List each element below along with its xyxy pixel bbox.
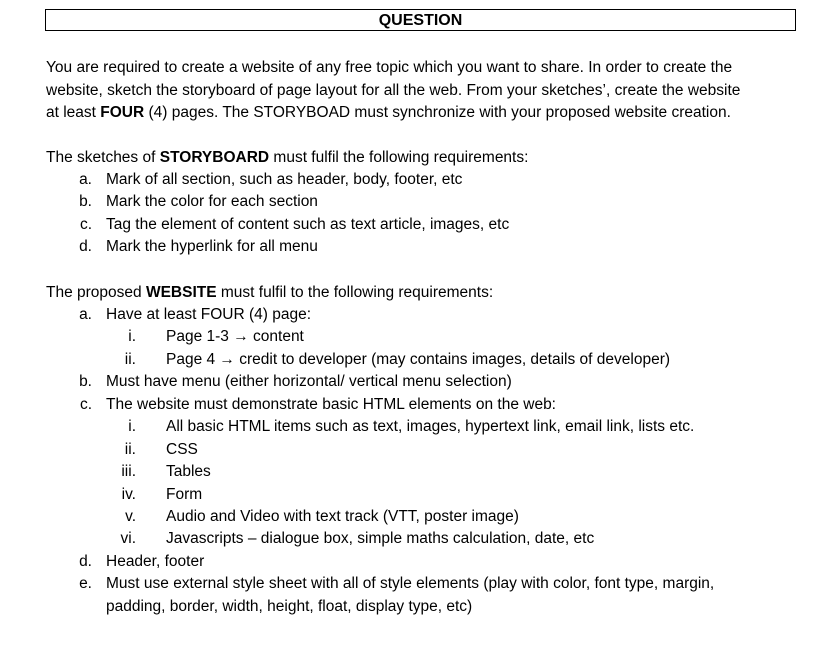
website-c-sub-marker-iii: iii.: [121, 463, 136, 480]
storyboard-item-c: Tag the element of content such as text article, images, etc: [106, 216, 510, 233]
website-c-sub-item-v: Audio and Video with text track (VTT, poster image): [166, 508, 519, 525]
website-lead-pre: The proposed: [46, 284, 146, 301]
intro-line-3-bold: FOUR: [100, 104, 145, 121]
website-a-sub-marker-ii: ii.: [124, 351, 136, 368]
storyboard-marker-c: c.: [79, 216, 92, 233]
website-lead-post: must fulfil to the following requirements:: [216, 284, 494, 301]
question-heading: QUESTION: [45, 9, 796, 31]
website-a-sub-item-i: Page 1-3 → content: [166, 328, 304, 345]
intro-line-3-post: (4) pages. The STORYBOAD must synchronize with your proposed website creation.: [144, 104, 731, 121]
storyboard-marker-a: a.: [79, 171, 92, 188]
website-c-sub-item-i: All basic HTML items such as text, images, hypertext link, email link, lists etc.: [166, 418, 695, 435]
website-c-sub-marker-ii: ii.: [124, 441, 136, 458]
website-c-sub-item-iii: Tables: [166, 463, 211, 480]
storyboard-lead: [46, 147, 528, 170]
website-marker-c: c.: [79, 396, 92, 413]
website-c-sub-item-ii: CSS: [166, 441, 198, 458]
website-marker-e: e.: [79, 575, 92, 592]
storyboard-lead-post: must fulfil the following requirements:: [269, 149, 529, 166]
storyboard-item-b: Mark the color for each section: [106, 193, 318, 210]
website-c-sub-item-vi: Javascripts – dialogue box, simple maths calculation, date, etc: [166, 530, 595, 547]
website-marker-b: b.: [79, 373, 92, 390]
website-c-sub-marker-vi: vi.: [120, 530, 136, 547]
website-item-a: Have at least FOUR (4) page:: [106, 306, 312, 323]
website-lead: [46, 282, 493, 305]
storyboard-item-a: Mark of all section, such as header, body, footer, etc: [106, 171, 463, 188]
website-marker-d: d.: [79, 553, 92, 570]
website-a-sub-item-ii: Page 4 → credit to developer (may contains images, details of developer): [166, 351, 671, 368]
intro-line-3-pre: at least: [46, 104, 101, 121]
website-item-d: Header, footer: [106, 553, 205, 570]
website-a-sub-marker-i: i.: [128, 328, 136, 345]
website-item-c: The website must demonstrate basic HTML elements on the web:: [106, 396, 556, 413]
storyboard-item-d: Mark the hyperlink for all menu: [106, 238, 318, 255]
website-marker-a: a.: [79, 306, 92, 323]
website-item-e-line-1: Must use external style sheet with all of style elements (play with color, font type, margin,: [106, 575, 715, 592]
intro-line-2: website, sketch the storyboard of page layout for all the web. From your sketches’, create the website: [46, 82, 741, 99]
storyboard-lead-bold: STORYBOARD: [159, 149, 270, 166]
website-c-sub-marker-i: i.: [128, 418, 136, 435]
intro-line-1: You are required to create a website of any free topic which you want to share. In order to create the: [46, 59, 733, 76]
storyboard-marker-b: b.: [79, 193, 92, 210]
storyboard-marker-d: d.: [79, 238, 92, 255]
website-item-b: Must have menu (either horizontal/ vertical menu selection): [106, 373, 512, 390]
website-lead-bold: WEBSITE: [145, 284, 217, 301]
storyboard-lead-pre: The sketches of: [46, 149, 160, 166]
website-item-e-line-2: padding, border, width, height, float, display type, etc): [106, 598, 473, 615]
website-c-sub-item-iv: Form: [166, 486, 203, 503]
website-c-sub-marker-iv: iv.: [121, 486, 136, 503]
website-c-sub-marker-v: v.: [125, 508, 136, 525]
intro-line-3: [46, 102, 731, 125]
